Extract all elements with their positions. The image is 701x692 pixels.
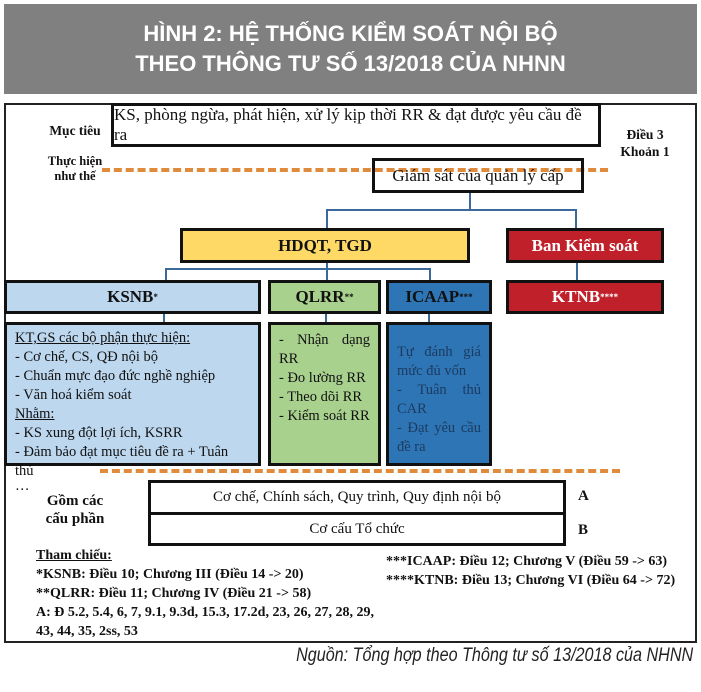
connector: [326, 209, 577, 211]
reference-item: A: Đ 5.2, 5.4, 6, 7, 9.1, 9.3d, 15.3, 17.2d, 23, 26, 27, 28, 29, 43, 44, 35, 2ss, 53: [36, 605, 374, 639]
ksnb-heading-2: Nhằm:: [15, 406, 55, 422]
implementation-label-2: như thế: [54, 169, 96, 183]
component-b-text: Cơ cấu Tổ chức: [309, 520, 405, 537]
reference-item: **QLRR: Điều 11; Chương IV (Điều 21 -> 58): [36, 586, 312, 601]
source-caption: Nguồn: Tổng hợp theo Thông tư số 13/2018 của NHNN: [295, 645, 693, 666]
ktnb-box: [506, 280, 664, 314]
references-heading: Tham chiếu:: [36, 548, 112, 563]
connector: [575, 209, 577, 229]
connector: [165, 268, 431, 270]
ksnb-item: - Văn hoá kiểm soát: [15, 387, 132, 403]
component-a-mark: A: [578, 488, 589, 504]
reference-item: *KSNB: Điều 10; Chương III (Điều 14 -> 20): [36, 567, 304, 582]
ksnb-item: - Chuẩn mực đạo đức nghề nghiệp: [15, 368, 216, 384]
figure-title: [4, 4, 697, 94]
connector: [469, 193, 471, 210]
ksnb-item: - Cơ chế, CS, QĐ nội bộ: [15, 349, 158, 365]
component-b-box: [148, 512, 566, 546]
icaap-text: ICAAP: [405, 287, 460, 306]
icaap-item: Tự đánh giá mức đủ vốn: [397, 344, 481, 379]
component-b-mark: B: [578, 522, 589, 538]
references-left: [36, 546, 376, 641]
icaap-item: - Tuân thủ CAR: [397, 382, 481, 417]
qlrr-item: - Đo lường RR: [279, 370, 366, 386]
qlrr-item: - Nhận dạng RR: [279, 332, 370, 367]
ksnb-item: - KS xung đột lợi ích, KSRR: [15, 425, 183, 441]
references-right: [386, 552, 686, 590]
icaap-content: [386, 322, 492, 466]
component-a-text: Cơ chế, Chính sách, Quy trình, Quy định nội bộ: [213, 489, 501, 505]
connector: [165, 268, 167, 280]
ksnb-sup: *: [153, 292, 158, 302]
ban-kiem-soat-box: [506, 228, 664, 263]
hdqt-box: [180, 228, 470, 263]
qlrr-sup: **: [344, 292, 354, 302]
objective-label: Mục tiêu: [49, 123, 101, 138]
icaap-box: [386, 280, 492, 314]
connector: [326, 209, 328, 229]
ksnb-heading: KT,GS các bộ phận thực hiện:: [15, 330, 191, 346]
supervision-text: Giám sát của quản lý cấp: [392, 165, 564, 185]
component-a-box: [148, 480, 566, 515]
qlrr-item: - Kiểm soát RR: [279, 408, 370, 424]
ktnb-sup: ****: [600, 292, 619, 302]
objective-text: KS, phòng ngừa, phát hiện, xử lý kịp thời RR & đạt được yêu cầu đề ra: [114, 105, 582, 144]
ksnb-item: - Đảm bảo đạt mục tiêu đề ra + Tuân thủ: [15, 444, 229, 479]
icaap-item: - Đạt yêu cầu đề ra: [397, 420, 481, 455]
connector: [429, 268, 431, 280]
objective-ref-article: Điều 3: [626, 127, 664, 142]
implementation-label: Thực hiện: [47, 154, 103, 168]
objective-box: [111, 103, 601, 147]
supervision-box: [372, 158, 584, 193]
reference-item: ***ICAAP: Điều 12; Chương V (Điều 59 -> 63): [386, 554, 668, 569]
qlrr-item: - Theo dõi RR: [279, 389, 363, 405]
connector: [326, 263, 328, 280]
title-line-2: THEO THÔNG TƯ SỐ 13/2018 CỦA NHNN: [135, 51, 566, 76]
components-label: Gồm các: [46, 493, 104, 509]
qlrr-text: QLRR: [295, 287, 345, 306]
hdqt-text: HDQT, TGD: [278, 235, 372, 255]
ksnb-item: …: [15, 478, 30, 494]
ksnb-box: [4, 280, 261, 314]
connector: [576, 263, 578, 280]
ksnb-content: [4, 322, 261, 494]
qlrr-box: [268, 280, 381, 314]
title-line-1: HÌNH 2: HỆ THỐNG KIỂM SOÁT NỘI BỘ: [143, 21, 558, 46]
ksnb-text: KSNB: [107, 287, 154, 306]
ktnb-text: KTNB: [551, 287, 601, 306]
qlrr-content: [268, 322, 381, 466]
icaap-sup: ***: [459, 292, 473, 302]
objective-ref-clause: Khoản 1: [620, 144, 670, 159]
ban-kiem-soat-text: Ban Kiểm soát: [531, 235, 639, 255]
divider-dashed-2: [100, 469, 620, 473]
components-label-2: cấu phần: [45, 511, 105, 527]
reference-item: ****KTNB: Điều 13; Chương VI (Điều 64 -> 72): [386, 573, 676, 588]
